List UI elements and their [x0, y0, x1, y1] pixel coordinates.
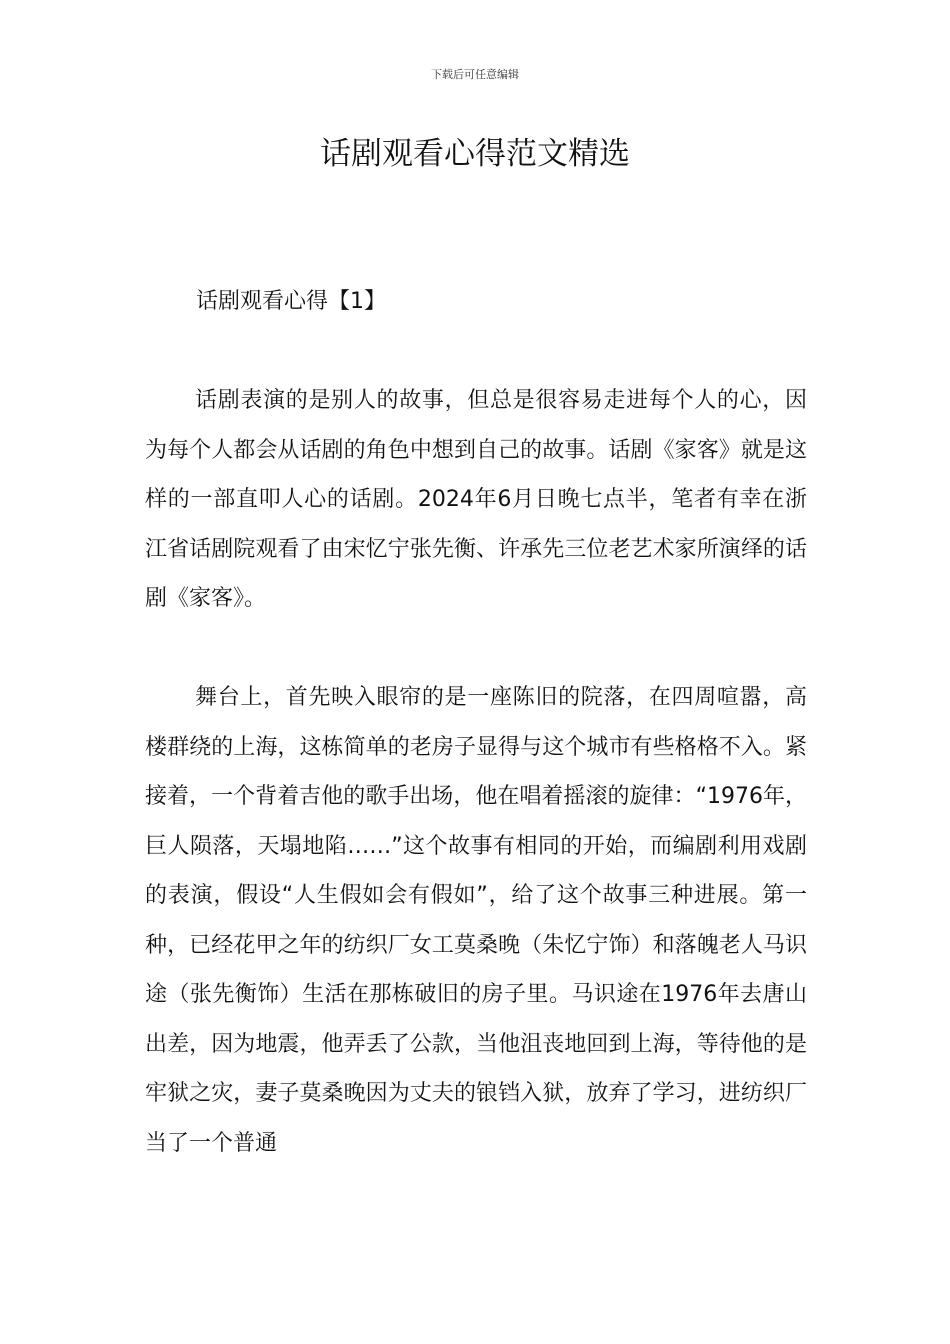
section-heading: 话剧观看心得【1】	[196, 289, 386, 314]
document-title: 话剧观看心得范文精选	[320, 136, 630, 172]
paragraph-2: 舞台上，首先映入眼帘的是一座陈旧的院落，在四周喧嚣，高楼群绕的上海，这栋简单的老房子显得与这个城市有些格格不入。紧接着，一个背着吉他的歌手出场，他在唱着摇滚的旋律：“1976年，巨人陨落，天塌地陷……”这个故事有相同的开始，而编剧利用戏剧的表演，假设“人生假如会有假如”，给了这个故事三种进展。第一种，已经花甲之年的纺织厂女工莫桑晚（朱忆宁饰）和落魄老人马识途（张先衡饰）生活在那栋破旧的房子里。马识途在1976年去唐山出差，因为地震，他弄丢了公款，当他沮丧地回到上海，等待他的是牢狱之灾，妻子莫桑晚因为丈夫的锒铛入狱，放弃了学习，进纺织厂当了一个普通	[145, 685, 807, 1156]
header-note: 下载后可任意编辑	[431, 68, 519, 81]
paragraph-1: 话剧表演的是别人的故事，但总是很容易走进每个人的心，因为每个人都会从话剧的角色中想到自己的故事。话剧《家客》就是这样的一部直叩人心的话剧。2024年6月日晚七点半，笔者有幸在浙江省话剧院观看了由宋忆宁张先衡、许承先三位老艺术家所演绎的话剧《家客》。	[145, 388, 807, 611]
